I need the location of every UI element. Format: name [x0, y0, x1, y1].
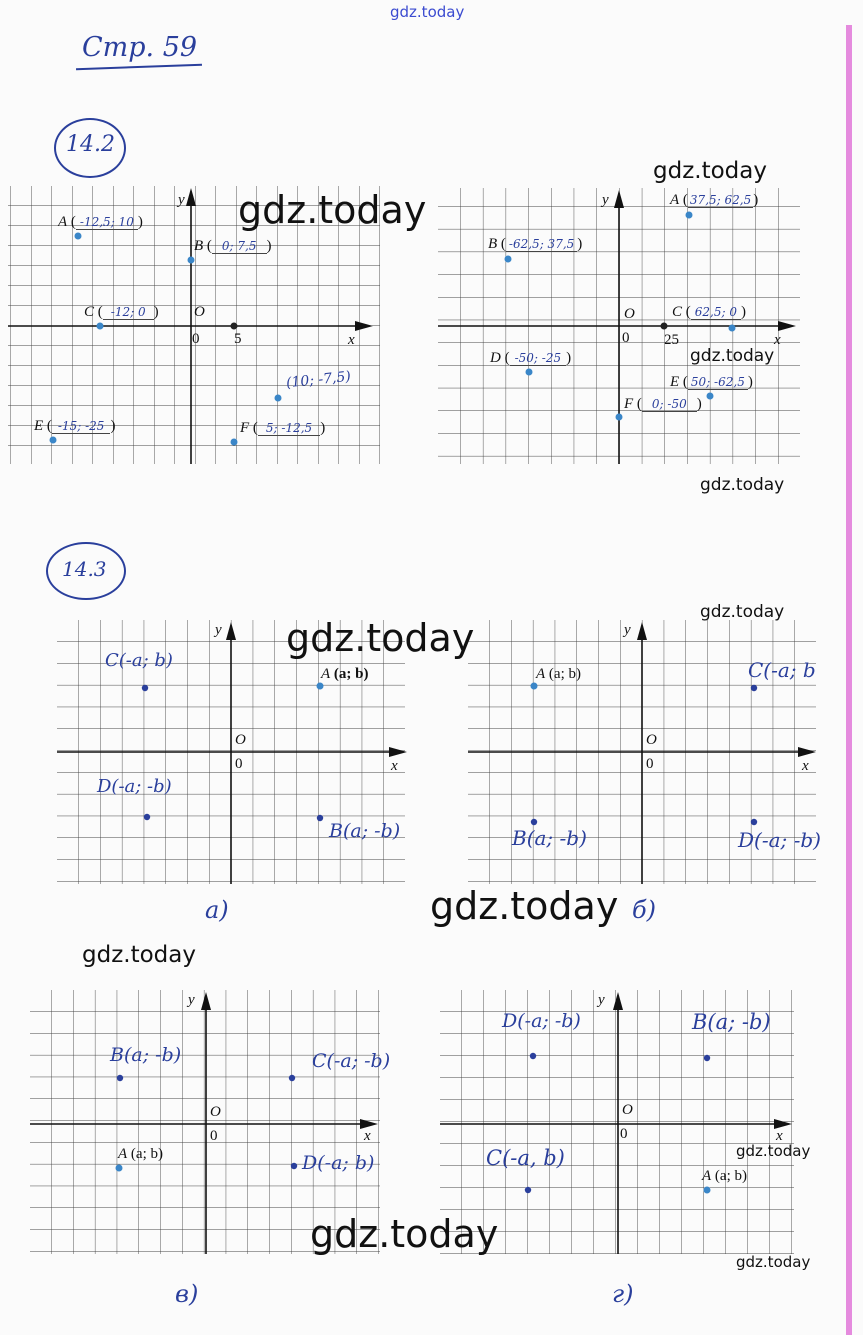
watermark: gdz.today — [310, 1212, 499, 1256]
point-C — [142, 685, 148, 691]
point-D — [526, 369, 533, 376]
point-d-label: D ( -50; -25 ) — [490, 350, 572, 366]
watermark: gdz.today — [82, 942, 196, 968]
task-number: 14.3 — [62, 557, 107, 581]
point-D — [291, 1163, 297, 1169]
origin-label: O — [646, 732, 657, 748]
axis-y-label: y — [215, 622, 222, 638]
axis-y-label: y — [602, 192, 609, 208]
point-b-label: B(a; -b) — [692, 1010, 771, 1034]
point-d-label: D(-a; -b) — [738, 828, 821, 852]
caption-g: г) — [612, 1280, 634, 1308]
task-number: 14.2 — [66, 132, 115, 157]
point-C — [97, 323, 104, 330]
point-B — [531, 819, 537, 825]
point-e-label: E ( 50; -62,5 ) — [670, 374, 753, 390]
point-c-label: C ( 62,5; 0 ) — [672, 304, 746, 320]
watermark: gdz.today — [700, 602, 785, 622]
axis-x-label: x — [364, 1128, 371, 1144]
point-A — [317, 683, 324, 690]
watermark: gdz.today — [736, 1253, 811, 1271]
point-d-label: D(-a; -b) — [97, 776, 172, 797]
axis-x-label: x — [348, 332, 355, 348]
origin-label: O — [210, 1104, 221, 1120]
tick-label: 25 — [664, 332, 679, 348]
tick-label: 5 — [234, 331, 242, 347]
watermark: gdz.today — [430, 884, 619, 928]
page-reference-underline — [76, 64, 202, 70]
caption-v: в) — [175, 1280, 199, 1308]
point-c-label: C(-a; b) — [105, 650, 173, 671]
point-C — [729, 325, 736, 332]
coordinate-grid-b — [468, 620, 820, 886]
point-f-label: F ( 0; -50 ) — [624, 396, 702, 412]
point-d-label: D(-a; b) — [302, 1152, 375, 1174]
zero-label: 0 — [620, 1126, 628, 1142]
point-a-label: A (a; b) — [321, 666, 369, 682]
coordinate-grid-14-2-right — [438, 188, 802, 466]
point-e-label: E ( -15; -25 ) — [34, 418, 116, 434]
origin-label: O — [624, 306, 635, 322]
point-D — [751, 819, 757, 825]
axis-y-label: y — [178, 192, 185, 208]
point-b-label: B ( 0; 7,5 ) — [194, 238, 272, 254]
axis-x-label: x — [391, 758, 398, 774]
point-D — [530, 1053, 536, 1059]
point-E — [707, 393, 714, 400]
point-F — [231, 439, 238, 446]
watermark: gdz.today — [390, 3, 465, 21]
point-c-label: C(-a, b) — [486, 1146, 565, 1170]
point-B — [317, 815, 323, 821]
caption-b: б) — [632, 896, 657, 924]
axis-y-label: y — [598, 992, 605, 1008]
origin-label: O — [194, 304, 205, 320]
point-a-label: A ( -12,5; 10 ) — [58, 214, 143, 230]
point-G — [275, 395, 282, 402]
watermark: gdz.today — [700, 475, 785, 495]
point-B — [117, 1075, 123, 1081]
page-reference: Стр. 59 — [82, 32, 198, 63]
axis-x-label: x — [774, 332, 781, 348]
watermark: gdz.today — [238, 188, 427, 232]
watermark: gdz.today — [653, 158, 767, 184]
zero-label: 0 — [646, 756, 654, 772]
watermark: gdz.today — [286, 616, 475, 660]
point-D — [144, 814, 150, 820]
origin-label: O — [235, 732, 246, 748]
point-C — [751, 685, 757, 691]
point-A — [531, 683, 538, 690]
point-a-label: A ( 37,5; 62,5 ) — [670, 192, 759, 208]
point-f-label: F ( 5; -12,5 ) — [240, 420, 326, 436]
zero-label: 0 — [210, 1128, 218, 1144]
point-B — [505, 256, 512, 263]
point-d-label: D(-a; -b) — [502, 1010, 581, 1032]
point-E — [50, 437, 57, 444]
point-A — [686, 212, 693, 219]
point-A — [75, 233, 82, 240]
zero-label: 0 — [192, 331, 200, 347]
zero-label: 0 — [622, 330, 630, 346]
point-c-label: C ( -12; 0 ) — [84, 304, 159, 320]
point-b-label: B(a; -b) — [329, 820, 401, 842]
point-a-label: A (a; b) — [118, 1146, 163, 1162]
point-A — [116, 1165, 123, 1172]
margin-line — [846, 25, 852, 1335]
point-C — [289, 1075, 295, 1081]
watermark: gdz.today — [736, 1142, 811, 1160]
zero-label: 0 — [235, 756, 243, 772]
point-b-label: B(a; -b) — [512, 826, 587, 850]
axis-x-label: x — [802, 758, 809, 774]
axis-x-label: x — [776, 1128, 783, 1144]
caption-a: а) — [205, 896, 229, 924]
point-g-label: (10; -7,5) — [285, 368, 352, 392]
point-C — [525, 1187, 531, 1193]
axis-y-label: y — [624, 622, 631, 638]
point-a-label: A (a; b) — [702, 1168, 747, 1184]
point-a-label: A (a; b) — [536, 666, 581, 682]
axis-y-label: y — [188, 992, 195, 1008]
point-b-label: B(a; -b) — [110, 1044, 182, 1066]
point-c-label: C(-a; b — [748, 658, 816, 682]
point-B — [188, 257, 195, 264]
watermark: gdz.today — [690, 346, 775, 366]
point-A — [704, 1187, 711, 1194]
point-B — [704, 1055, 710, 1061]
point-F — [616, 414, 623, 421]
origin-label: O — [622, 1102, 633, 1118]
point-c-label: C(-a; -b) — [312, 1050, 391, 1072]
point-b-label: B ( -62,5; 37,5 ) — [488, 236, 583, 252]
